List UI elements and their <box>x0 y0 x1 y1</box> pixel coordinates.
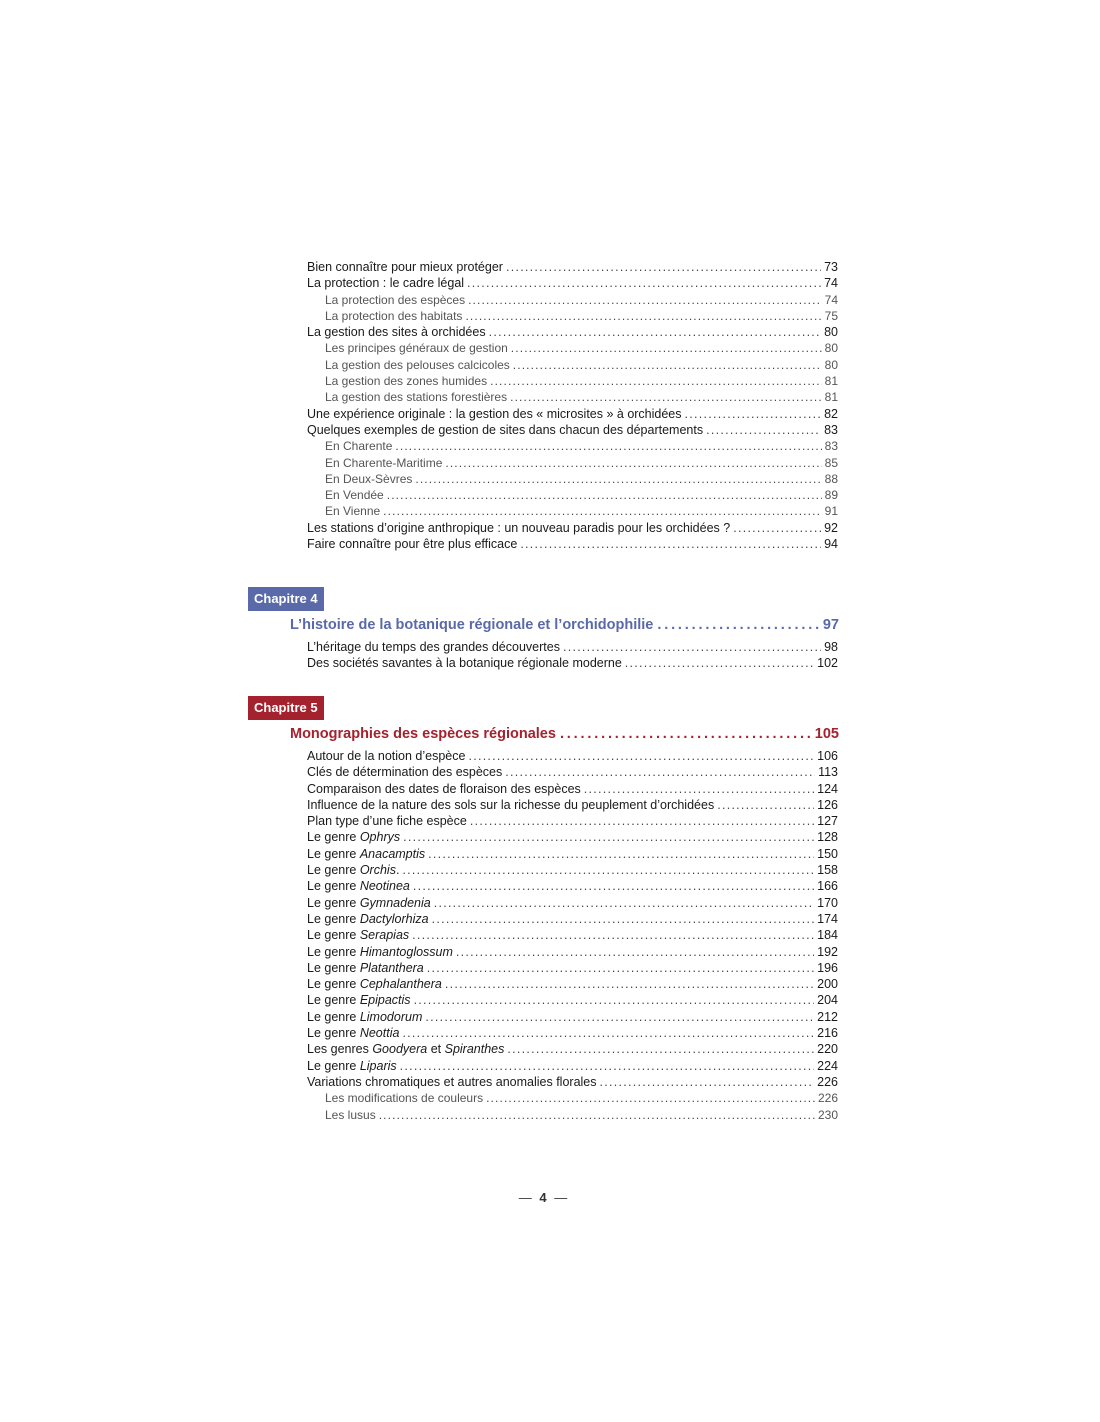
leader-dots <box>395 438 821 454</box>
toc-entry[interactable] <box>307 764 838 780</box>
leader-dots <box>425 1009 814 1025</box>
leader-dots <box>511 340 822 356</box>
entry-title: La protection : le cadre légal <box>307 276 465 291</box>
entry-title: Les genres Goodyera et Spiranthes <box>307 1042 505 1057</box>
chapter-5-title-row[interactable] <box>290 726 839 742</box>
leader-dots <box>403 829 814 845</box>
entry-title: En Charente <box>325 439 393 454</box>
toc-chapter-4 <box>307 639 838 672</box>
entry-title: Variations chromatiques et autres anomalies florales <box>307 1074 597 1089</box>
leader-dots <box>415 471 821 487</box>
toc-entry[interactable] <box>307 781 838 797</box>
toc-entry[interactable] <box>307 992 838 1008</box>
entry-title: La protection des habitats <box>325 308 463 323</box>
leader-dots <box>412 927 814 943</box>
entry-page: 98 <box>824 640 838 654</box>
leader-dots <box>414 992 815 1008</box>
entry-page: 200 <box>817 977 838 992</box>
entry-page: 192 <box>817 944 838 959</box>
toc-entry[interactable] <box>307 536 838 552</box>
leader-dots <box>685 406 822 422</box>
entry-title: La gestion des stations forestières <box>325 390 508 405</box>
leader-dots <box>489 324 822 340</box>
toc-section-top <box>307 259 838 552</box>
toc-subentry[interactable] <box>307 503 838 519</box>
toc-entry[interactable] <box>307 960 838 976</box>
entry-page: 150 <box>817 846 838 861</box>
toc-entry[interactable] <box>307 829 838 845</box>
entry-title: Comparaison des dates de floraison des espèces <box>307 781 581 796</box>
entry-page: 82 <box>824 406 838 421</box>
entry-title: Plan type d’une fiche espèce <box>307 814 467 829</box>
leader-dots <box>427 960 814 976</box>
toc-entry[interactable] <box>307 813 838 829</box>
entry-title: Le genre Serapias <box>307 928 410 943</box>
leader-dots <box>387 487 822 503</box>
toc-subentry[interactable] <box>307 292 838 308</box>
toc-subentry[interactable] <box>307 455 838 471</box>
leader-dots <box>383 503 821 519</box>
entry-title: En Vienne <box>325 504 381 519</box>
leader-dots <box>717 797 814 813</box>
toc-entry[interactable] <box>307 655 838 671</box>
leader-dots <box>505 764 815 780</box>
toc-entry[interactable] <box>307 1025 838 1041</box>
entry-page: 88 <box>824 471 838 486</box>
toc-subentry[interactable] <box>307 1107 838 1123</box>
leader-dots <box>413 878 814 894</box>
entry-page: 92 <box>824 520 838 535</box>
entry-page: 220 <box>817 1042 838 1057</box>
toc-entry[interactable] <box>307 944 838 960</box>
entry-title: Le genre Liparis <box>307 1058 397 1073</box>
leader-dots <box>432 911 815 927</box>
entry-page: 94 <box>824 537 838 552</box>
toc-subentry[interactable] <box>307 373 838 389</box>
entry-page: 85 <box>824 455 838 470</box>
entry-title: Le genre Anacamptis <box>307 846 426 861</box>
entry-page: 83 <box>824 439 838 454</box>
entry-page: 74 <box>824 292 838 307</box>
toc-subentry[interactable] <box>307 389 838 405</box>
folio-number: 4 <box>539 1190 547 1205</box>
entry-page: 83 <box>824 422 838 437</box>
toc-entry[interactable] <box>307 846 838 862</box>
entry-title: En Deux-Sèvres <box>325 471 413 486</box>
toc-entry[interactable] <box>307 1074 838 1090</box>
toc-subentry[interactable] <box>307 471 838 487</box>
entry-title: Les stations d’origine anthropique : un nouveau paradis pour les orchidées ? <box>307 520 731 535</box>
leader-dots <box>600 1074 815 1090</box>
entry-page: 127 <box>817 814 838 829</box>
leader-dots <box>507 1041 814 1057</box>
entry-page: 216 <box>817 1026 838 1041</box>
leader-dots <box>513 357 822 373</box>
leader-dots <box>470 813 814 829</box>
entry-page: 80 <box>824 357 838 372</box>
entry-page: 174 <box>817 911 838 926</box>
entry-page: 226 <box>817 1091 838 1106</box>
toc-subentry[interactable] <box>307 1090 838 1106</box>
entry-page: 226 <box>817 1074 838 1089</box>
entry-title: Le genre Cephalanthera <box>307 977 442 992</box>
entry-page: 158 <box>817 863 838 878</box>
toc-entry[interactable] <box>307 878 838 894</box>
chapter-5-badge: Chapitre 5 <box>248 696 324 720</box>
leader-dots <box>428 846 814 862</box>
chapter-4-badge: Chapitre 4 <box>248 587 324 611</box>
toc-subentry[interactable] <box>307 487 838 503</box>
entry-page: 80 <box>824 341 838 356</box>
toc-entry[interactable] <box>307 275 838 291</box>
entry-title: La gestion des zones humides <box>325 374 488 389</box>
entry-title: Le genre Orchis. <box>307 863 400 878</box>
leader-dots <box>657 617 819 633</box>
leader-dots <box>402 862 814 878</box>
leader-dots <box>465 308 821 324</box>
entry-title: Clés de détermination des espèces <box>307 765 503 780</box>
entry-title: L’héritage du temps des grandes découvertes <box>307 640 560 654</box>
leader-dots <box>434 895 814 911</box>
leader-dots <box>584 781 814 797</box>
toc-subentry[interactable] <box>307 357 838 373</box>
leader-dots <box>490 373 822 389</box>
entry-title: En Charente-Maritime <box>325 455 443 470</box>
leader-dots <box>563 639 821 655</box>
entry-page: 91 <box>824 504 838 519</box>
entry-title: Influence de la nature des sols sur la richesse du peuplement d’orchidées <box>307 797 715 812</box>
toc-entry[interactable] <box>307 797 838 813</box>
entry-title: Les lusus <box>325 1107 376 1122</box>
leader-dots <box>506 259 821 275</box>
entry-title: Le genre Himantoglossum <box>307 944 453 959</box>
leader-dots <box>510 389 822 405</box>
entry-page: 170 <box>817 895 838 910</box>
leader-dots <box>560 726 811 742</box>
toc-entry[interactable] <box>307 422 838 438</box>
leader-dots <box>445 455 821 471</box>
entry-title: Les modifications de couleurs <box>325 1091 484 1106</box>
entry-title: La gestion des sites à orchidées <box>307 325 486 340</box>
chapter-4-page: 97 <box>822 617 839 633</box>
entry-title: Autour de la notion d’espèce <box>307 749 466 763</box>
entry-page: 106 <box>817 749 838 763</box>
toc-subentry[interactable] <box>307 340 838 356</box>
toc-chapter-5 <box>307 748 838 1123</box>
entry-title: Quelques exemples de gestion de sites dans chacun des départements <box>307 422 704 437</box>
toc-entry[interactable] <box>307 1058 838 1074</box>
entry-title: Le genre Dactylorhiza <box>307 911 429 926</box>
toc-entry[interactable] <box>307 895 838 911</box>
leader-dots <box>467 275 821 291</box>
entry-page: 124 <box>817 781 838 796</box>
entry-page: 89 <box>824 488 838 503</box>
entry-page: 113 <box>818 765 838 780</box>
toc-entry[interactable] <box>307 259 838 275</box>
entry-title: Le genre Neotinea <box>307 879 410 894</box>
entry-title: Faire connaître pour être plus efficace <box>307 537 518 552</box>
entry-page: 204 <box>817 993 838 1008</box>
toc-entry[interactable] <box>307 927 838 943</box>
leader-dots <box>486 1090 815 1106</box>
page-number: — 4 — <box>518 1190 568 1205</box>
entry-page: 102 <box>817 656 838 671</box>
entry-page: 126 <box>817 797 838 812</box>
entry-page: 212 <box>817 1009 838 1024</box>
leader-dots <box>625 655 814 671</box>
entry-page: 81 <box>824 374 838 389</box>
entry-page: 74 <box>824 276 838 291</box>
toc-entry[interactable] <box>307 639 838 655</box>
entry-page: 196 <box>817 960 838 975</box>
toc-entry[interactable] <box>307 1041 838 1057</box>
toc-entry[interactable] <box>307 520 838 536</box>
entry-page: 166 <box>817 879 838 894</box>
toc-subentry[interactable] <box>307 308 838 324</box>
chapter-4-title-row[interactable] <box>290 617 839 633</box>
leader-dots <box>445 976 814 992</box>
entry-page: 128 <box>817 830 838 845</box>
chapter-4-title: L’histoire de la botanique régionale et l’orchidophilie <box>290 617 654 633</box>
entry-page: 224 <box>817 1058 838 1073</box>
leader-dots <box>468 292 822 308</box>
entry-page: 73 <box>824 260 838 274</box>
entry-title: Le genre Ophrys <box>307 830 401 845</box>
entry-title: Le genre Platanthera <box>307 960 424 975</box>
toc-entry[interactable] <box>307 1009 838 1025</box>
leader-dots <box>402 1025 814 1041</box>
leader-dots <box>456 944 814 960</box>
leader-dots <box>706 422 821 438</box>
toc-entry[interactable] <box>307 862 838 878</box>
entry-title: Le genre Limodorum <box>307 1009 423 1024</box>
entry-title: Une expérience originale : la gestion des « microsites » à orchidées <box>307 406 682 421</box>
entry-page: 184 <box>817 928 838 943</box>
entry-title: Le genre Neottia <box>307 1026 400 1041</box>
entry-page: 75 <box>824 308 838 323</box>
entry-title: Le genre Gymnadenia <box>307 895 431 910</box>
toc-entry[interactable] <box>307 324 838 340</box>
entry-title: Bien connaître pour mieux protéger <box>307 260 503 274</box>
leader-dots <box>733 520 821 536</box>
leader-dots <box>400 1058 814 1074</box>
chapter-5-page: 105 <box>814 726 839 742</box>
leader-dots <box>520 536 821 552</box>
toc-subentry[interactable] <box>307 438 838 454</box>
entry-title: En Vendée <box>325 488 384 503</box>
entry-title: Le genre Epipactis <box>307 993 411 1008</box>
toc-entry[interactable] <box>307 406 838 422</box>
toc-entry[interactable] <box>307 976 838 992</box>
chapter-5-title: Monographies des espèces régionales <box>290 726 556 742</box>
entry-title: La gestion des pelouses calcicoles <box>325 357 510 372</box>
toc-entry[interactable] <box>307 748 838 764</box>
leader-dots <box>379 1107 815 1123</box>
leader-dots <box>468 748 814 764</box>
entry-page: 80 <box>824 325 838 340</box>
entry-page: 81 <box>824 390 838 405</box>
entry-title: Les principes généraux de gestion <box>325 341 508 356</box>
entry-title: Des sociétés savantes à la botanique régionale moderne <box>307 656 622 671</box>
entry-title: La protection des espèces <box>325 292 466 307</box>
entry-page: 230 <box>817 1107 838 1122</box>
toc-entry[interactable] <box>307 911 838 927</box>
